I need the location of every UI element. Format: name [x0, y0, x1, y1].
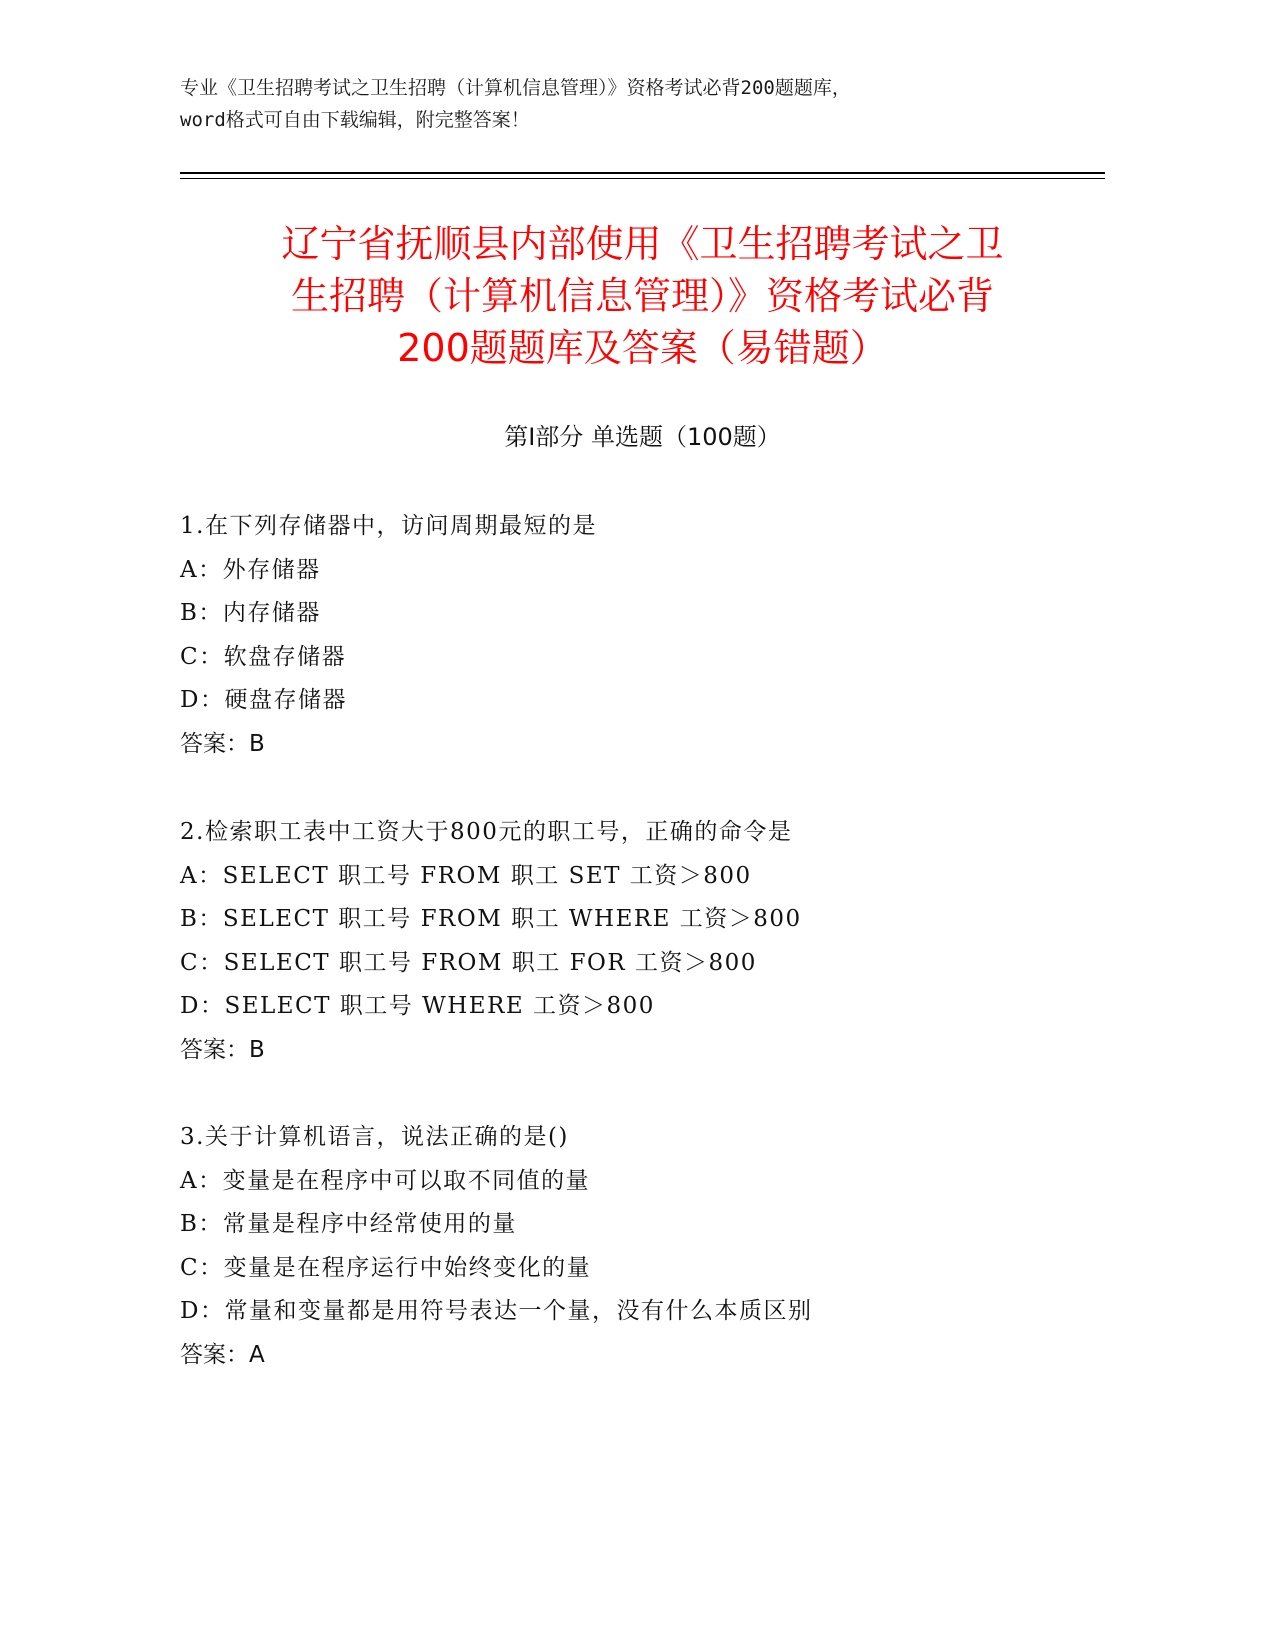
question-3 [180, 1116, 1105, 1377]
option-b: B：常量是程序中经常使用的量 [180, 1211, 517, 1237]
header-note [180, 72, 1100, 136]
question-stem: 2.检索职工表中工资大于800元的职工号，正确的命令是 [180, 819, 793, 845]
question-stem: 3.关于计算机语言，说法正确的是() [180, 1124, 569, 1150]
option-b: B：SELECT 职工号 FROM 职工 WHERE 工资＞800 [180, 906, 802, 932]
header-divider-thick [180, 172, 1105, 174]
answer: 答案：A [180, 1341, 265, 1368]
document-title-line-1: 辽宁省抚顺县内部使用《卫生招聘考试之卫 [281, 222, 1004, 266]
option-d: D：SELECT 职工号 WHERE 工资＞800 [180, 993, 655, 1019]
option-a: A：变量是在程序中可以取不同值的量 [180, 1167, 591, 1194]
question-1 [180, 505, 1105, 766]
option-a: A：SELECT 职工号 FROM 职工 SET 工资＞800 [180, 862, 752, 889]
option-d: D：硬盘存储器 [180, 687, 347, 713]
header-note-line-2: word格式可自由下载编辑，附完整答案！ [180, 109, 530, 131]
option-a: A：外存储器 [180, 556, 321, 583]
option-c: C：SELECT 职工号 FROM 职工 FOR 工资＞800 [180, 949, 757, 976]
header-divider-thin [180, 178, 1105, 179]
document-title-line-2: 生招聘（计算机信息管理）》资格考试必背 [290, 274, 994, 318]
question-stem: 1.在下列存储器中，访问周期最短的是 [180, 513, 597, 539]
option-c: C：变量是在程序运行中始终变化的量 [180, 1254, 592, 1281]
option-d: D：常量和变量都是用符号表达一个量，没有什么本质区别 [180, 1298, 813, 1324]
question-2 [180, 811, 1105, 1072]
answer: 答案：B [180, 730, 265, 757]
header-note-line-1: 专业《卫生招聘考试之卫生招聘（计算机信息管理）》资格考试必背200题题库， [180, 77, 851, 99]
answer: 答案：B [180, 1036, 265, 1063]
section-heading: 第Ⅰ部分 单选题（100题） [504, 423, 781, 451]
option-c: C：软盘存储器 [180, 643, 347, 670]
option-b: B：内存储器 [180, 600, 321, 626]
document-title [180, 218, 1105, 374]
document-title-line-3: 200题题库及答案（易错题） [397, 326, 888, 370]
